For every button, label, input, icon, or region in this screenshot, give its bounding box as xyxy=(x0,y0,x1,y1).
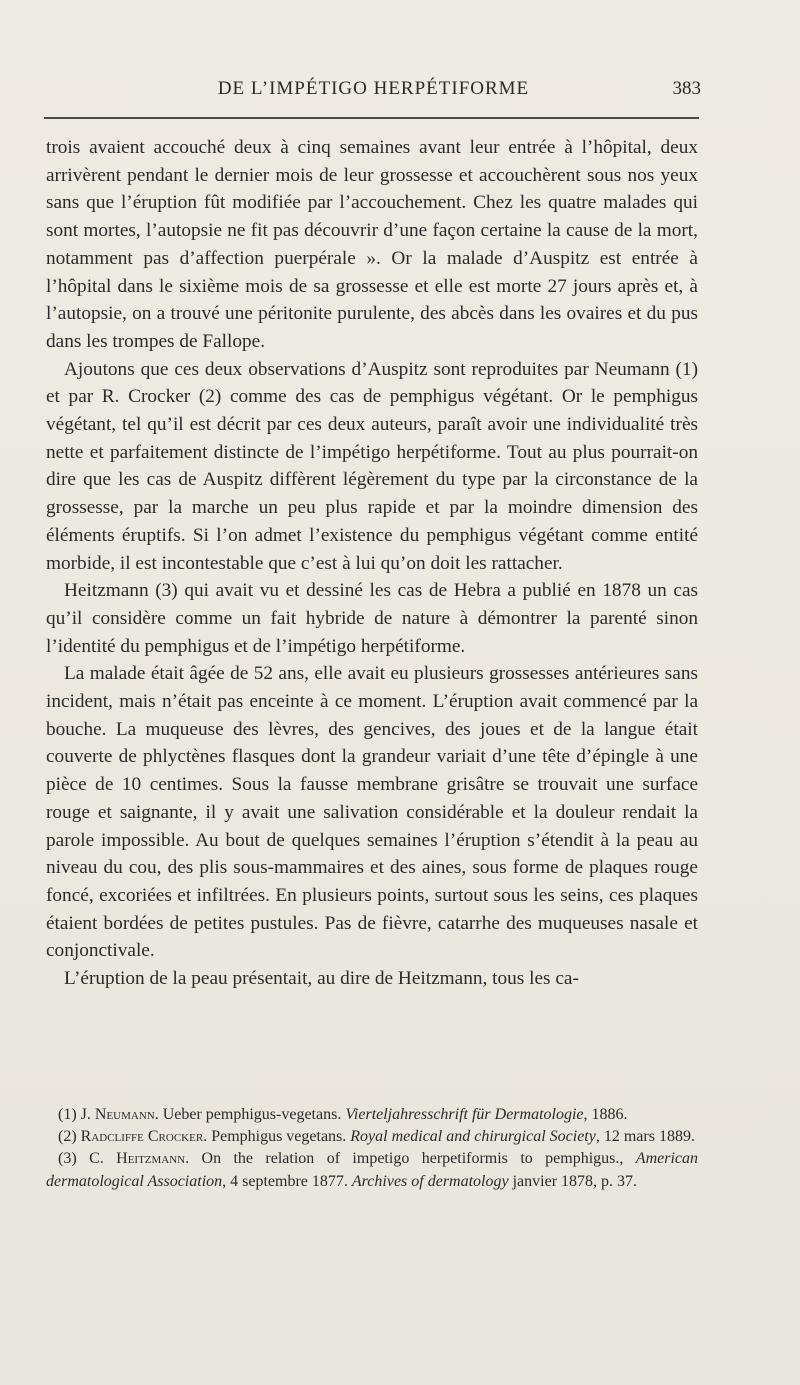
footnote-tail: , 4 septembre 1877. xyxy=(222,1172,352,1190)
footnote xyxy=(46,1104,698,1126)
footnote-number: (1) xyxy=(58,1106,77,1123)
footnote xyxy=(46,1126,698,1148)
running-head xyxy=(46,78,701,108)
page-number: 383 xyxy=(672,78,701,99)
paragraph: Ajoutons que ces deux observations d’Auspitz sont reproduites par Neumann (1) et par R. Crocker (2) comme des cas de pemphigus végétant. Or le pemphigus végétant, tel qu’il est décrit par ces deux auteurs, paraît avoir une individualité très nette et parfaitement distincte de l’impétigo herpétiforme. Tout au plus pourrait-on dire que les cas de Auspitz diffèrent légèrement du type par la circonstance de la grossesse, par la marche un peu plus rapide et par la moindre dimension des éléments éruptifs. Si l’on admet l’existence du pemphigus végétant comme entité morbide, il est incontestable que c’est à lui qu’on doit les rattacher. xyxy=(46,358,698,574)
paragraph: trois avaient accouché deux à cinq semaines avant leur entrée à l’hôpital, deux arrivèrent pendant le dernier mois de leur grossesse et accouchèrent sous nos yeux sans que l’éruption fût modifiée par l’accouchement. Chez les quatre malades qui sont mortes, l’autopsie ne fit pas découvrir d’une façon certaine la cause de la mort, notamment pas d’affection puerpérale ». Or la malade d’Auspitz est entrée à l’hôpital dans le sixième mois de sa grossesse et elle est morte 27 jours après et, à l’autopsie, on a trouvé une péritonite purulente, des abcès dans les ovaires et du pus dans les trompes de Fallope. xyxy=(46,137,698,352)
footnote-journal: Vierteljahresschrift für Dermatologie xyxy=(345,1106,584,1123)
footnote-text: On the relation of impetigo herpetiformis to pemphigus., xyxy=(189,1150,636,1168)
footnote-text: Ueber pemphigus-vegetans. xyxy=(158,1106,346,1123)
running-title: DE L’IMPÉTIGO HERPÉTIFORME xyxy=(217,78,530,99)
footnotes xyxy=(46,1104,698,1193)
paragraph: La malade était âgée de 52 ans, elle avait eu plusieurs grossesses antérieures sans incident, mais n’était pas enceinte à ce moment. L’éruption avait commencé par la bouche. La muqueuse des lèvres, des gencives, des joues et de la langue était couverte de phlyctènes flasques dont la grandeur variait d’une tête d’épingle à une pièce de 10 centimes. Sous la fausse membrane grisâtre se trouvait une surface rouge et saignante, il y avait une salivation considérable et la douleur rendait la parole impossible. Au bout de quelques semaines l’éruption s’étendit à la peau au niveau du cou, des plis sous-mammaires et des aines, sous forme de plaques rouge foncé, excoriées et infiltrées. En plusieurs points, surtout sous les seins, ces plaques étaient bordées de petites pustules. Pas de fièvre, catarrhe des muqueuses nasale et conjonctivale. xyxy=(46,663,698,962)
footnote xyxy=(46,1148,698,1192)
footnote-tail: , 1886. xyxy=(583,1106,628,1123)
footnote-number: (3) xyxy=(58,1150,77,1168)
paragraph: L’éruption de la peau présentait, au dire de Heitzmann, tous les ca- xyxy=(64,968,579,990)
footnote-tail: , 12 mars 1889. xyxy=(595,1128,695,1146)
footnote-text: Pemphigus vegetans. xyxy=(207,1128,351,1146)
footnote-tail: janvier 1878, p. 37. xyxy=(508,1172,638,1190)
footnote-author: C. Heitzmann. xyxy=(89,1150,190,1168)
footnote-author: J. Neumann. xyxy=(80,1106,159,1123)
main-text xyxy=(46,134,698,993)
footnote-journal: Archives of dermatology xyxy=(351,1172,509,1190)
footnote-author: Radcliffe Crocker. xyxy=(80,1128,208,1146)
header-rule xyxy=(44,117,699,119)
paragraph: Heitzmann (3) qui avait vu et dessiné les cas de Hebra a publié en 1878 un cas qu’il considère comme un fait hybride de nature à démontrer la parenté sinon l’identité du pemphigus et de l’impétigo herpétiforme. xyxy=(46,580,698,657)
footnote-number: (2) xyxy=(58,1128,77,1146)
footnote-journal: Royal medical and chirurgical Society xyxy=(350,1128,596,1146)
footnote-journal: American dermatological Association xyxy=(46,1150,698,1190)
